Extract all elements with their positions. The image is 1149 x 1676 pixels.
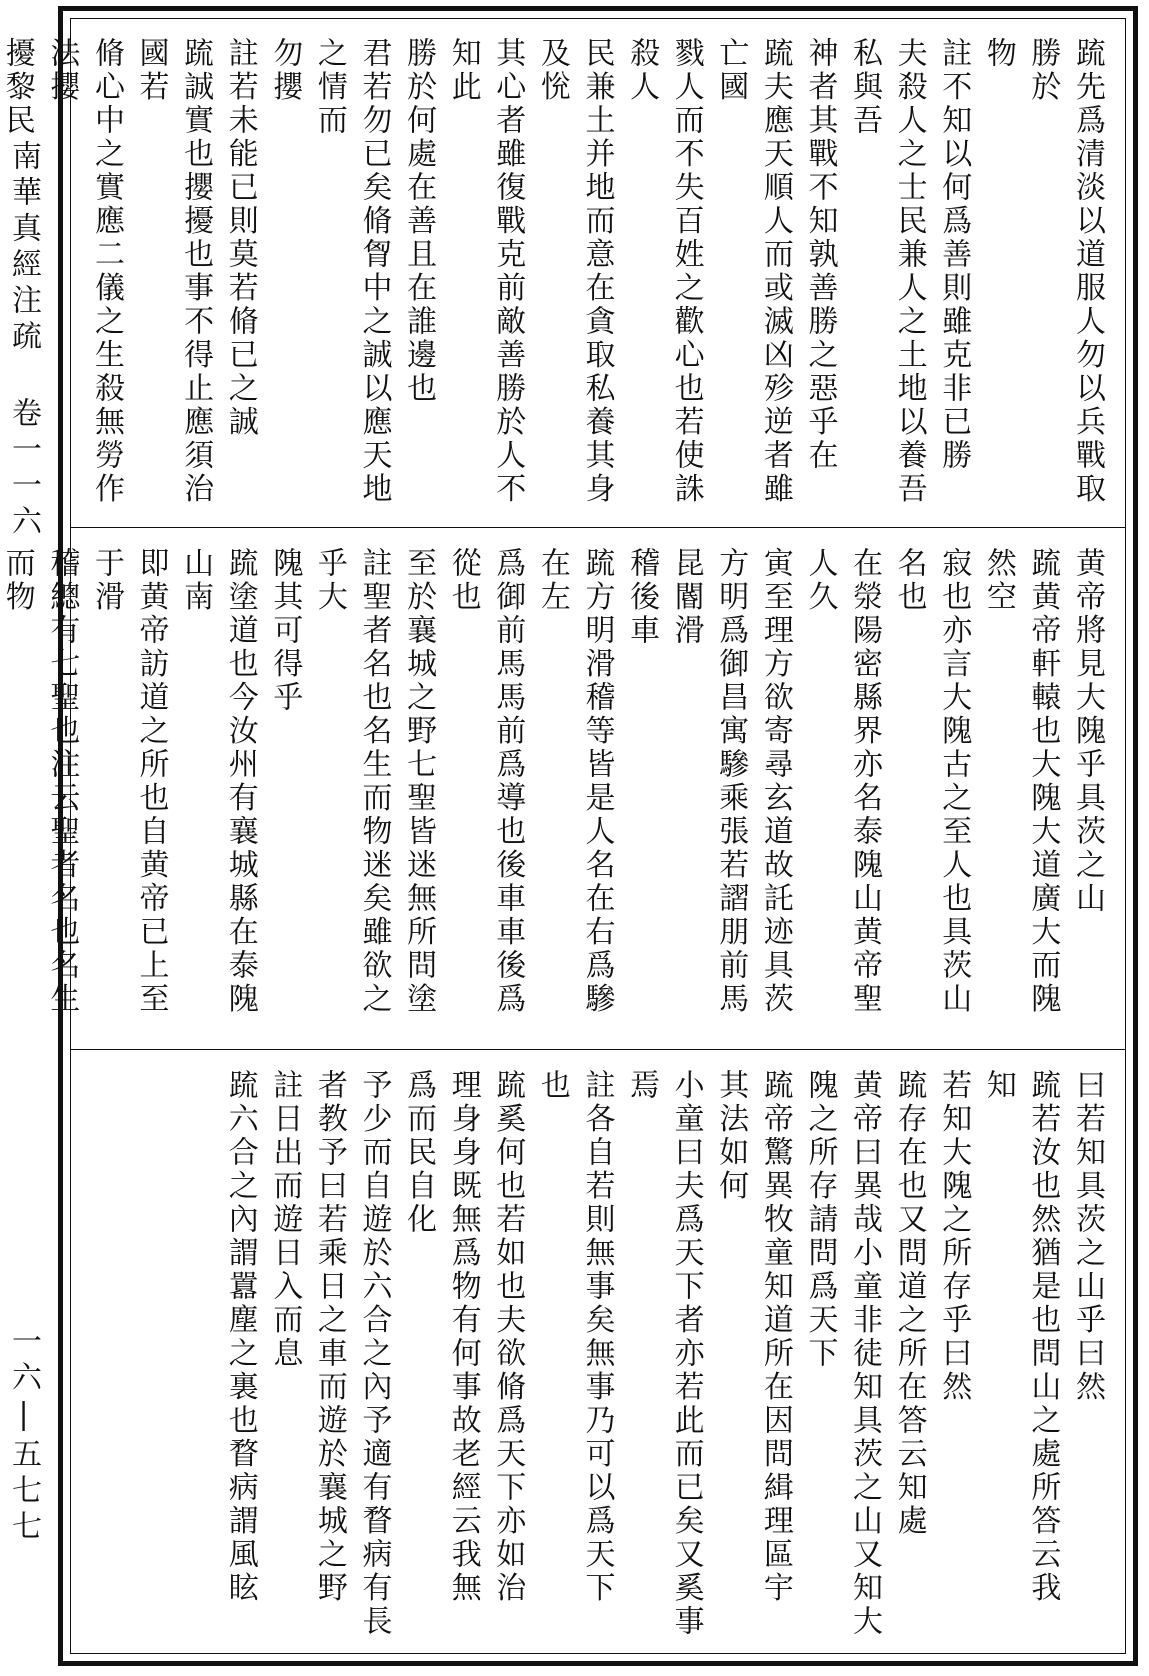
- text-column: 也: [534, 1069, 570, 1103]
- text-column: 黄帝將見大隗乎具茨之山: [1070, 547, 1105, 916]
- text-column: 其法如何: [713, 1069, 749, 1203]
- text-column: 䟽方明滑稽等皆是人名在右爲驂在左: [534, 547, 615, 1016]
- text-column: 脩心中之實應二儀之生殺無勞作法攖: [44, 37, 124, 506]
- text-columns-bottom: [91, 1069, 1109, 1649]
- text-column: 勝於何處在善且在誰邊也: [401, 37, 437, 406]
- text-column: 至於襄城之野七聖皆迷無所問塗: [401, 547, 437, 1016]
- text-column: 黄帝曰異哉小童非徒知具茨之山又知大: [847, 1069, 883, 1639]
- text-column: 爲御前馬馬前爲導也後車車後爲從也: [445, 547, 526, 1016]
- text-column: 戮人而不失百姓之歡心也若使誅殺人: [624, 37, 704, 506]
- text-column: 䟽帝驚異牧童知道所在因問緝理區宇: [757, 1069, 793, 1605]
- text-column: 知: [980, 1069, 1016, 1103]
- margin-page-number: 一六|五七七: [6, 1325, 41, 1546]
- text-column: 寅至理方欲寄尋玄道故託迹具茨: [757, 547, 793, 1016]
- text-column: 稽總有七聖也注云聖者名也名生而物: [0, 547, 80, 1016]
- text-column: 䟽先爲清淡以道服人勿以兵戰取勝於: [1025, 37, 1105, 506]
- text-column: 理身身既無爲物有何事故老經云我無: [445, 1069, 481, 1605]
- text-column: 焉: [624, 1069, 660, 1103]
- text-column: 䟽塗道也今汝州有襄城縣在泰隗山南: [178, 547, 258, 1016]
- band-divider: [71, 527, 1125, 528]
- text-column: 若知大隗之所存乎曰然: [936, 1069, 972, 1404]
- text-band-middle: [0, 529, 1125, 1049]
- text-column: 䟽若汝也然猶是也問山之處所答云我: [1025, 1069, 1061, 1605]
- text-column: 稽後車: [624, 547, 660, 648]
- text-column: 䟽六合之內謂囂塵之裏也瞀病謂風眩: [222, 1069, 258, 1605]
- text-column: 物: [980, 37, 1016, 71]
- text-column: 註日出而遊日入而息: [267, 1069, 303, 1371]
- text-column: 其心者雖復戰克前敵善勝於人不知此: [445, 37, 526, 506]
- band-divider: [71, 1049, 1125, 1050]
- text-column: 䟽奚何也若如也夫欲脩爲天下亦如治: [490, 1069, 526, 1605]
- text-column: 曰若知具茨之山乎曰然: [1070, 1069, 1105, 1404]
- text-column: 方明爲御昌寓驂乘張若謵朋前馬昆閽滑: [668, 547, 749, 1016]
- text-column: 寂也亦言大隗古之至人也具茨山名也: [891, 547, 972, 1016]
- text-column: 夫殺人之士民兼人之土地以養吾私與吾: [847, 37, 927, 506]
- text-column: 小童曰夫爲天下者亦若此而已矣又奚事: [668, 1069, 704, 1639]
- text-column: 註各自若則無事矣無事乃可以爲天下: [579, 1069, 615, 1605]
- text-column: 予少而自遊於六合之內予適有瞀病有長: [356, 1069, 392, 1639]
- text-column: 䟽誠實也攖擾也事不得止應須治國若: [133, 37, 214, 506]
- text-column: 註若未能已則莫若脩已之誠: [222, 37, 258, 439]
- text-column: 者教予曰若乘日之車而遊於襄城之野: [311, 1069, 347, 1605]
- text-column: 䟽存在也又問道之所在答云知處: [891, 1069, 927, 1538]
- text-columns-middle: [0, 547, 1109, 1035]
- text-column: 註不知以何爲善則雖克非已勝: [936, 37, 972, 473]
- text-column: 即黄帝訪道之所也自黄帝已上至于滑: [88, 547, 169, 1016]
- text-column: 在滎陽密縣界亦名泰隗山黄帝聖人久: [802, 547, 883, 1016]
- text-column: 君若勿已矣脩胷中之誠以應天地之情而: [311, 37, 392, 506]
- text-column: 神者其戰不知孰善勝之惡乎在: [802, 37, 838, 473]
- text-column: 䟽黄帝軒轅也大隗大道廣大而隗然空: [980, 547, 1061, 1016]
- text-column: 勿攖: [267, 37, 303, 104]
- text-column: 民兼土并地而意在貪取私養其身及恱: [534, 37, 615, 506]
- text-column: 隗之所存請問爲天下: [802, 1069, 838, 1371]
- text-column: 爲而民自化: [401, 1069, 437, 1237]
- text-band-bottom: [71, 1051, 1125, 1663]
- text-column: 註聖者名也名生而物迷矣雖欲之乎大: [311, 547, 392, 1016]
- margin-title: 南華真經注疏 卷一一六: [6, 140, 41, 541]
- text-column: 擾黎民: [0, 37, 35, 138]
- text-column: 䟽夫應天順人而或滅凶殄逆者雖亡國: [713, 37, 793, 506]
- text-column: 隗其可得乎: [267, 547, 303, 715]
